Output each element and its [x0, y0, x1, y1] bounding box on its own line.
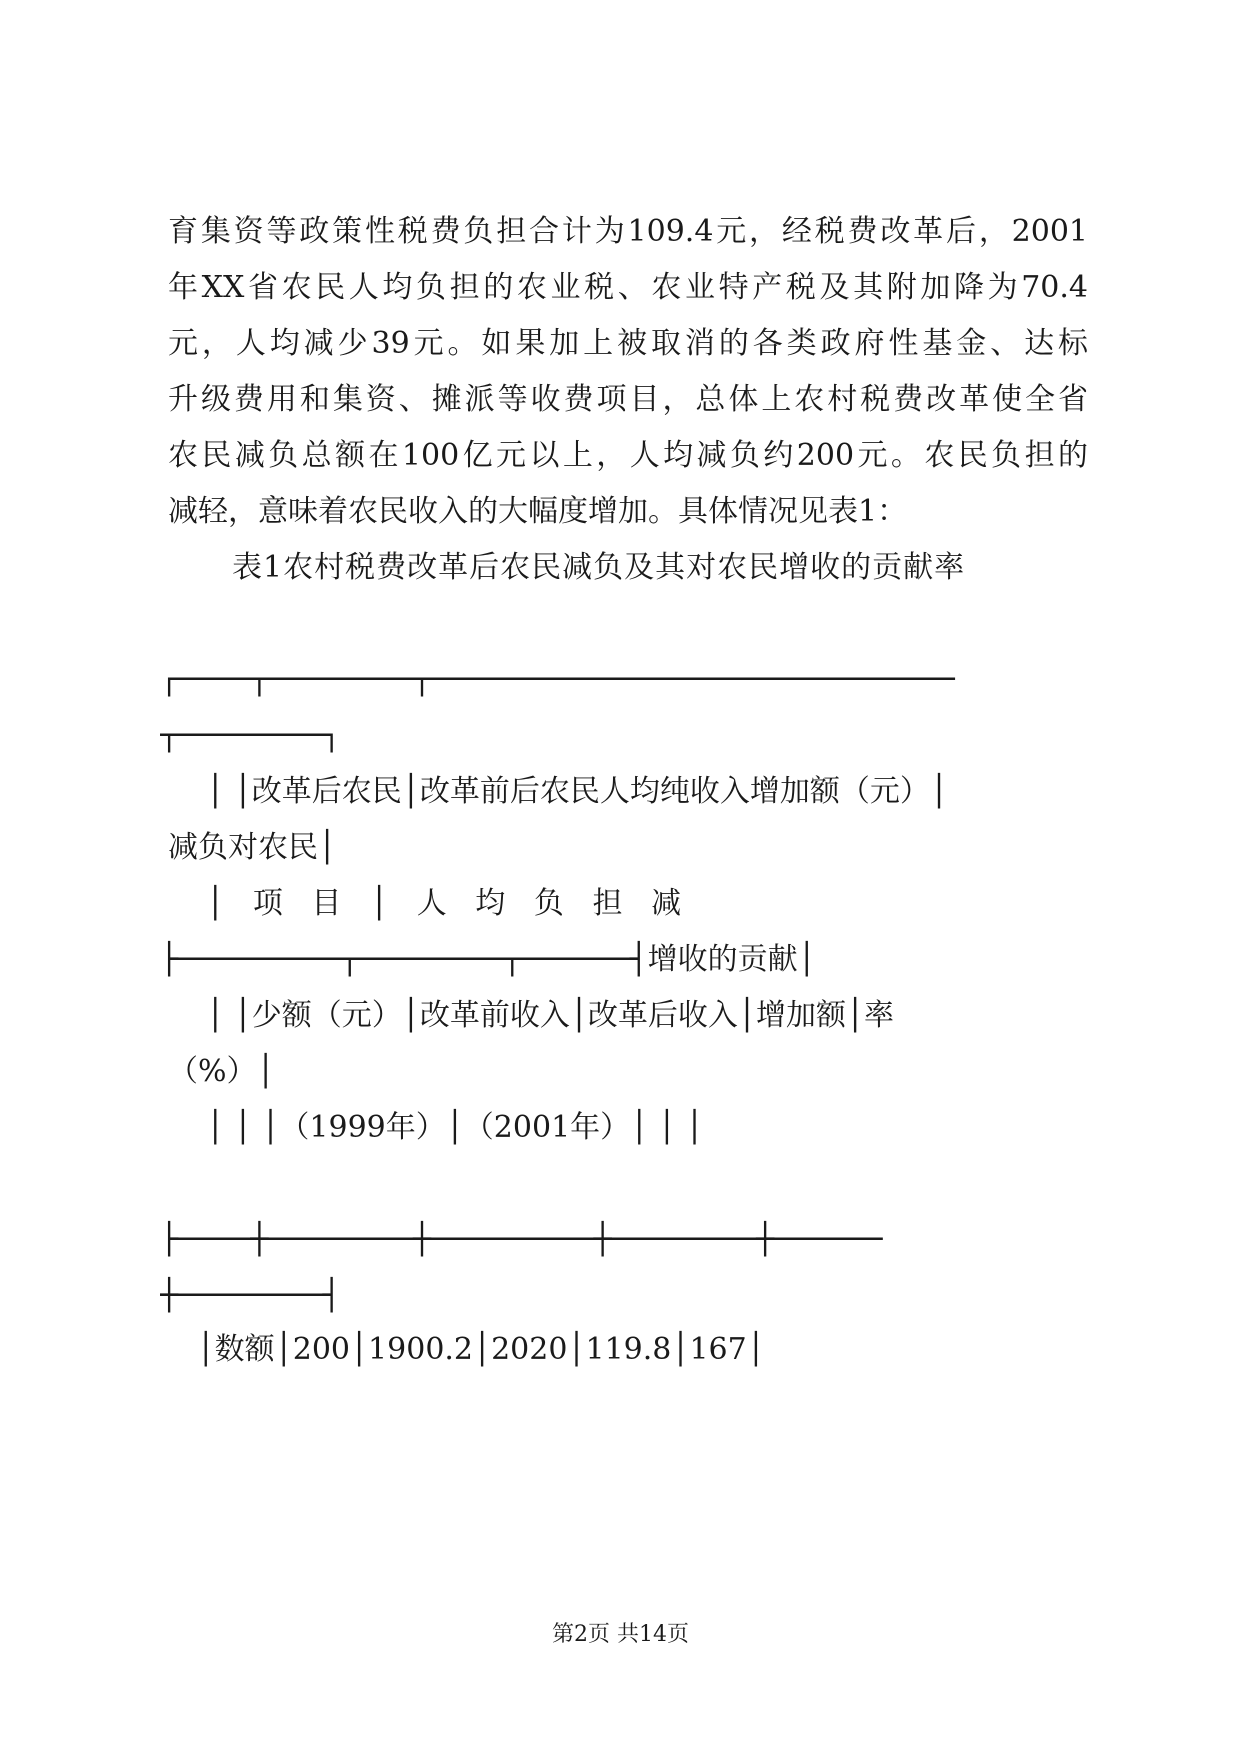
- paragraph-line: 元，人均减少39元。如果加上被取消的各类政府性基金、达标: [168, 326, 1088, 361]
- paragraph-line: 减轻，意味着农民收入的大幅度增加。具体情况见表1：: [168, 494, 908, 529]
- table-text-line: │ 项 目 │ 人 均 负 担 减: [168, 886, 682, 921]
- paragraph-line: 升级费用和集资、摊派等收费项目，总体上农村税费改革使全省: [168, 382, 1088, 417]
- paragraph-line: 农民减负总额在100亿元以上，人均减负约200元。农民负担的: [168, 438, 1088, 473]
- table-border-line: ├─────────┬────────┬──────┤增收的贡献│: [160, 942, 816, 977]
- paragraph-line: 年XX省农民人均负担的农业税、农业特产税及其附加降为70.4: [168, 270, 1088, 305]
- table-data-row: │数额│200│1900.2│2020│119.8│167│: [168, 1332, 765, 1367]
- table-border-line: ┼────────┤: [160, 1278, 341, 1313]
- table-text-line: │ │少额（元）│改革前收入│改革后收入│增加额│率: [168, 998, 895, 1033]
- table-text-line: 减负对农民│: [168, 830, 337, 865]
- table-border-line: ├────┼────────┼─────────┼────────┼──────: [160, 1222, 883, 1257]
- table-text-line: （%）│: [168, 1054, 275, 1089]
- table-border-line: ┬────────┐: [160, 718, 341, 753]
- table-border-line: ┌────┬────────┬─────────────────────────────: [160, 662, 955, 697]
- table-text-line: │ │ │（1999年）│（2001年）│ │ │: [168, 1110, 704, 1145]
- table-caption: 表1农村税费改革后农民减负及其对农民增收的贡献率: [232, 550, 966, 585]
- page-footer: 第2页 共14页: [552, 1622, 689, 1647]
- paragraph-line: 育集资等政策性税费负担合计为109.4元，经税费改革后，2001: [168, 214, 1088, 249]
- table-text-line: │ │改革后农民│改革前后农民人均纯收入增加额（元）│: [168, 774, 948, 809]
